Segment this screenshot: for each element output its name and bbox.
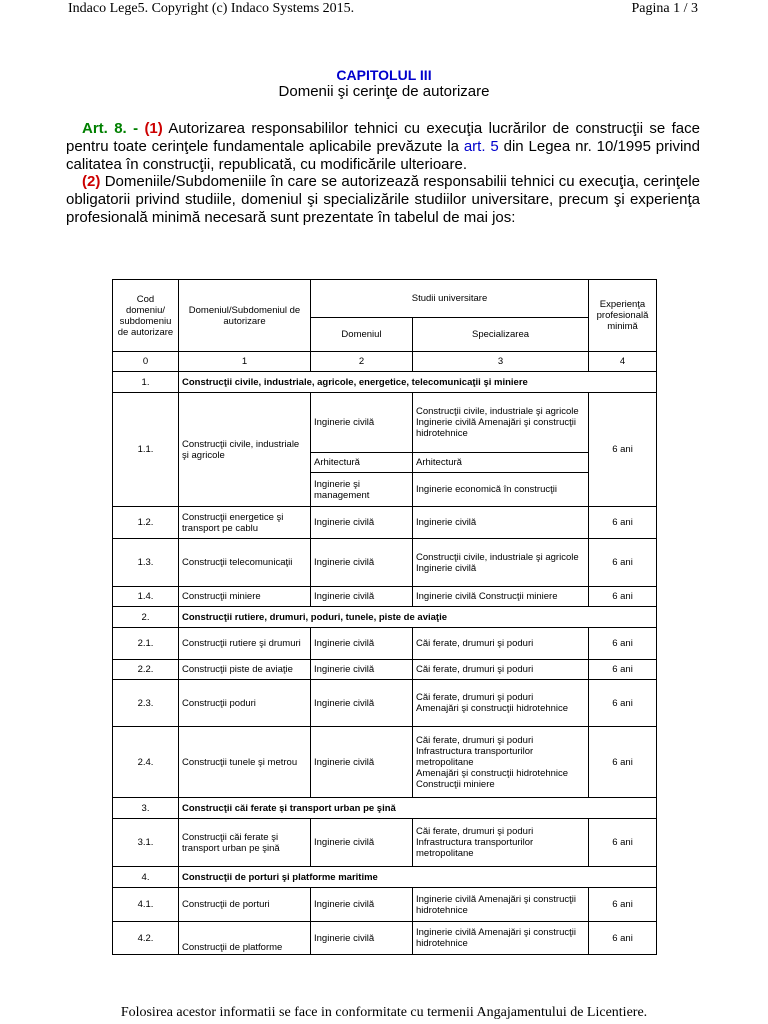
row-domain: Inginerie civilă [311, 539, 413, 587]
row-specialization: Construcţii civile, industriale şi agricole Inginerie civilă [413, 539, 589, 587]
row-code: 2.3. [113, 680, 179, 727]
row-code: 1.1. [113, 393, 179, 507]
row-subdomain: Construcţii miniere [179, 587, 311, 607]
group-code: 2. [113, 607, 179, 628]
table-row [113, 393, 657, 453]
table-row [113, 660, 657, 680]
row-experience: 6 ani [589, 393, 657, 507]
group-title: Construcţii rutiere, drumuri, poduri, tunele, piste de aviaţie [179, 607, 657, 628]
group-code: 4. [113, 867, 179, 888]
table-row [113, 888, 657, 922]
art-5-link[interactable]: art. 5 [463, 138, 499, 155]
row-specialization: Căi ferate, drumuri şi poduri Infrastructura transporturilor metropolitane Amenajări şi construcţii hidrotehnice Construcţii miniere [413, 727, 589, 798]
group-title: Construcţii civile, industriale, agricole, energetice, telecomunicaţii şi miniere [179, 372, 657, 393]
col-num-1: 1 [179, 352, 311, 372]
row-domain: Inginerie civilă [311, 587, 413, 607]
header-specializarea: Specializarea [413, 318, 589, 352]
row-domain: Arhitectură [311, 453, 413, 473]
paragraph-1-text-b: din Legea nr. 10/1995 privind calitatea în construcţii, republicată, cu modificările ulterioare. [66, 138, 700, 173]
row-domain: Inginerie civilă [311, 393, 413, 453]
row-code: 1.2. [113, 507, 179, 539]
row-experience: 6 ani [589, 628, 657, 660]
article-label: Art. 8. - [82, 120, 139, 137]
row-specialization: Arhitectură [413, 453, 589, 473]
table-group-row [113, 867, 657, 888]
row-subdomain: Construcţii de platforme [179, 922, 311, 955]
table-row [113, 587, 657, 607]
article-paragraph-1 [66, 120, 700, 174]
header-domeniul: Domeniul [311, 318, 413, 352]
row-code: 1.4. [113, 587, 179, 607]
license-footer: Folosirea acestor informatii se face in conformitate cu termenii Angajamentului de Licentiere. [120, 1005, 648, 1020]
row-domain: Inginerie civilă [311, 922, 413, 955]
row-experience: 6 ani [589, 888, 657, 922]
authorization-table [112, 279, 657, 955]
row-subdomain: Construcţii energetice şi transport pe cablu [179, 507, 311, 539]
row-specialization: Căi ferate, drumuri şi poduri [413, 660, 589, 680]
header-domeniu-subdomeniu: Domeniul/Subdomeniul de autorizare [179, 280, 311, 352]
row-experience: 6 ani [589, 660, 657, 680]
row-experience: 6 ani [589, 727, 657, 798]
row-code: 3.1. [113, 819, 179, 867]
row-experience: 6 ani [589, 819, 657, 867]
table-row [113, 628, 657, 660]
col-num-3: 3 [413, 352, 589, 372]
row-subdomain: Construcţii poduri [179, 680, 311, 727]
table-row [113, 680, 657, 727]
row-subdomain: Construcţii rutiere şi drumuri [179, 628, 311, 660]
table-row [113, 819, 657, 867]
row-code: 1.3. [113, 539, 179, 587]
table-row [113, 922, 657, 955]
row-code: 4.2. [113, 922, 179, 955]
row-code: 2.4. [113, 727, 179, 798]
row-domain: Inginerie civilă [311, 680, 413, 727]
table-group-row [113, 372, 657, 393]
col-num-4: 4 [589, 352, 657, 372]
row-experience: 6 ani [589, 507, 657, 539]
paragraph-number-1: (1) [144, 120, 163, 137]
row-subdomain: Construcţii piste de aviaţie [179, 660, 311, 680]
row-code: 2.2. [113, 660, 179, 680]
row-domain: Inginerie civilă [311, 660, 413, 680]
row-specialization: Inginerie civilă [413, 507, 589, 539]
header-copyright: Indaco Lege5. Copyright (c) Indaco Systems 2015. [68, 1, 355, 16]
row-experience: 6 ani [589, 539, 657, 587]
col-num-2: 2 [311, 352, 413, 372]
row-experience: 6 ani [589, 922, 657, 955]
row-subdomain: Construcţii telecomunicaţii [179, 539, 311, 587]
chapter-subtitle: Domenii şi cerinţe de autorizare [278, 83, 490, 100]
row-subdomain: Construcţii civile, industriale şi agricole [179, 393, 311, 507]
row-subdomain: Construcţii căi ferate şi transport urban pe şină [179, 819, 311, 867]
paragraph-1-text-a: Autorizarea responsabililor tehnici cu execuţia lucrărilor de construcţii se face pentru toate cerinţele fundamentale aplicabile prevăzute la [66, 120, 700, 155]
row-experience: 6 ani [589, 680, 657, 727]
row-specialization: Căi ferate, drumuri şi poduri [413, 628, 589, 660]
header-experienta: Experienţa profesională minimă [589, 280, 657, 352]
row-domain: Inginerie civilă [311, 819, 413, 867]
row-domain: Inginerie civilă [311, 507, 413, 539]
table-group-row [113, 607, 657, 628]
group-title: Construcţii de porturi şi platforme maritime [179, 867, 657, 888]
row-subdomain: Construcţii tunele şi metrou [179, 727, 311, 798]
table-group-row [113, 798, 657, 819]
paragraph-2-text: Domeniile/Subdomeniile în care se autorizează responsabilii tehnici cu execuţia, cerinţele obligatorii privind studiile, domeniul şi specializările studiilor universitare, precum şi experienţa profesională minimă necesară sunt prezentate în tabelul de mai jos: [66, 173, 700, 226]
header-studii: Studii universitare [311, 280, 589, 318]
row-subdomain: Construcţii de porturi [179, 888, 311, 922]
row-domain: Inginerie civilă [311, 628, 413, 660]
paragraph-number-2: (2) [82, 173, 101, 190]
table-row [113, 727, 657, 798]
page-number: Pagina 1 / 3 [631, 1, 698, 16]
row-code: 2.1. [113, 628, 179, 660]
row-experience: 6 ani [589, 587, 657, 607]
group-code: 1. [113, 372, 179, 393]
row-specialization: Inginerie economică în construcţii [413, 473, 589, 507]
row-specialization: Căi ferate, drumuri şi poduri Infrastructura transporturilor metropolitane [413, 819, 589, 867]
col-num-0: 0 [113, 352, 179, 372]
row-domain: Inginerie şi management [311, 473, 413, 507]
table-row [113, 539, 657, 587]
table-header-row [113, 280, 657, 318]
group-code: 3. [113, 798, 179, 819]
row-specialization: Construcţii civile, industriale şi agricole Inginerie civilă Amenajări şi construcţii hidrotehnice [413, 393, 589, 453]
row-specialization: Inginerie civilă Amenajări şi construcţii hidrotehnice [413, 888, 589, 922]
row-domain: Inginerie civilă [311, 888, 413, 922]
table-row [113, 507, 657, 539]
row-domain: Inginerie civilă [311, 727, 413, 798]
row-specialization: Căi ferate, drumuri şi poduri Amenajări şi construcţii hidrotehnice [413, 680, 589, 727]
chapter-title: CAPITOLUL III [336, 67, 432, 83]
row-specialization: Inginerie civilă Construcţii miniere [413, 587, 589, 607]
header-cod: Cod domeniu/ subdomeniu de autorizare [113, 280, 179, 352]
row-code: 4.1. [113, 888, 179, 922]
row-specialization: Inginerie civilă Amenajări şi construcţii hidrotehnice [413, 922, 589, 955]
article-paragraph-2 [66, 173, 700, 227]
table-number-row [113, 352, 657, 372]
group-title: Construcţii căi ferate şi transport urban pe şină [179, 798, 657, 819]
